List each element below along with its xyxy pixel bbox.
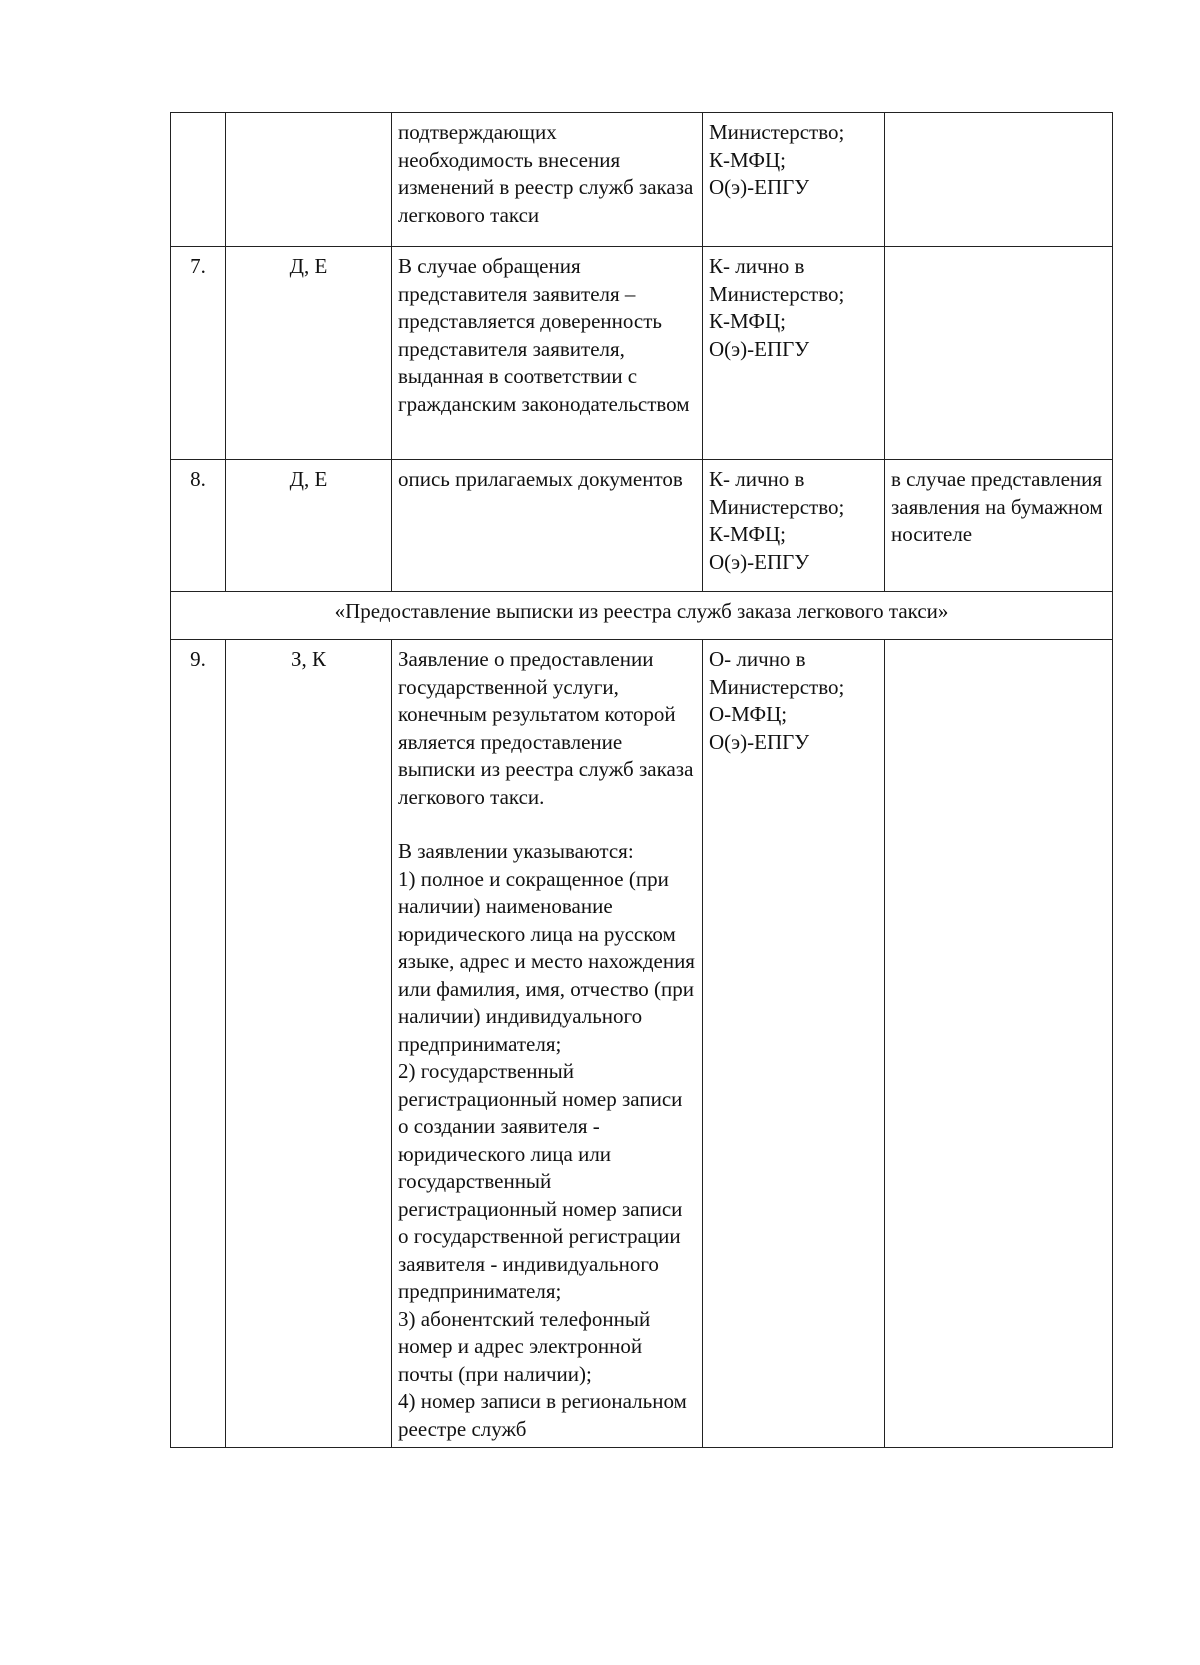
form-text: К- лично в Министерство; К-МФЦ; О(э)-ЕПГУ [709, 254, 845, 361]
row-code: Д, Е [226, 460, 392, 592]
row-form [703, 640, 885, 1448]
row-number [171, 113, 226, 247]
description-list: В заявлении указываются: 1) полное и сокращенное (при наличии) наименование юридического лица на русском языке, адрес и место нахождения или фамилия, имя, отчество (при наличии) индивидуального предпринимателя; 2) государственный регистрационный номер записи о создании заявителя - юридического лица или государственный регистрационный номер записи о государственной регистрации заявителя - индивидуального предпринимателя; 3) абонентский телефонный номер и адрес электронной почты (при наличии); 4) номер записи в региональном реестре служб [398, 839, 695, 1441]
description-text: опись прилагаемых документов [398, 467, 683, 491]
row-form [703, 460, 885, 592]
table-row [171, 113, 1113, 247]
row-description [392, 640, 703, 1448]
row-number: 8. [171, 460, 226, 592]
form-text: К- лично в Министерство; К-МФЦ; О(э)-ЕПГУ [709, 467, 845, 574]
description-text: В случае обращения представителя заявителя – представляется доверенность представителя заявителя, выданная в соответствии с гражданским законодательством [398, 254, 690, 416]
note-text: в случае представления заявления на бумажном носителе [891, 467, 1103, 546]
paragraph-gap [398, 811, 696, 838]
description-text: подтверждающих необходимость внесения изменений в реестр служб заказа легкового такси [398, 120, 694, 227]
row-form [703, 113, 885, 247]
form-text: О- лично в Министерство; О-МФЦ; О(э)-ЕПГУ [709, 647, 845, 754]
row-code: З, К [226, 640, 392, 1448]
row-note [885, 460, 1113, 592]
form-text: Министерство; К-МФЦ; О(э)-ЕПГУ [709, 120, 845, 199]
table-row [171, 640, 1113, 1448]
row-description [392, 460, 703, 592]
row-description [392, 247, 703, 460]
row-note [885, 113, 1113, 247]
description-intro: Заявление о предоставлении государственной услуги, конечным результатом которой является предоставление выписки из реестра служб заказа легкового такси. [398, 647, 694, 809]
row-form [703, 247, 885, 460]
table-row [171, 247, 1113, 460]
row-number: 7. [171, 247, 226, 460]
section-title: «Предоставление выписки из реестра служб заказа легкового такси» [171, 592, 1113, 640]
documents-table [170, 112, 1113, 1448]
row-code [226, 113, 392, 247]
row-number: 9. [171, 640, 226, 1448]
row-note [885, 640, 1113, 1448]
row-description [392, 113, 703, 247]
section-row [171, 592, 1113, 640]
table-row [171, 460, 1113, 592]
row-note [885, 247, 1113, 460]
row-code: Д, Е [226, 247, 392, 460]
